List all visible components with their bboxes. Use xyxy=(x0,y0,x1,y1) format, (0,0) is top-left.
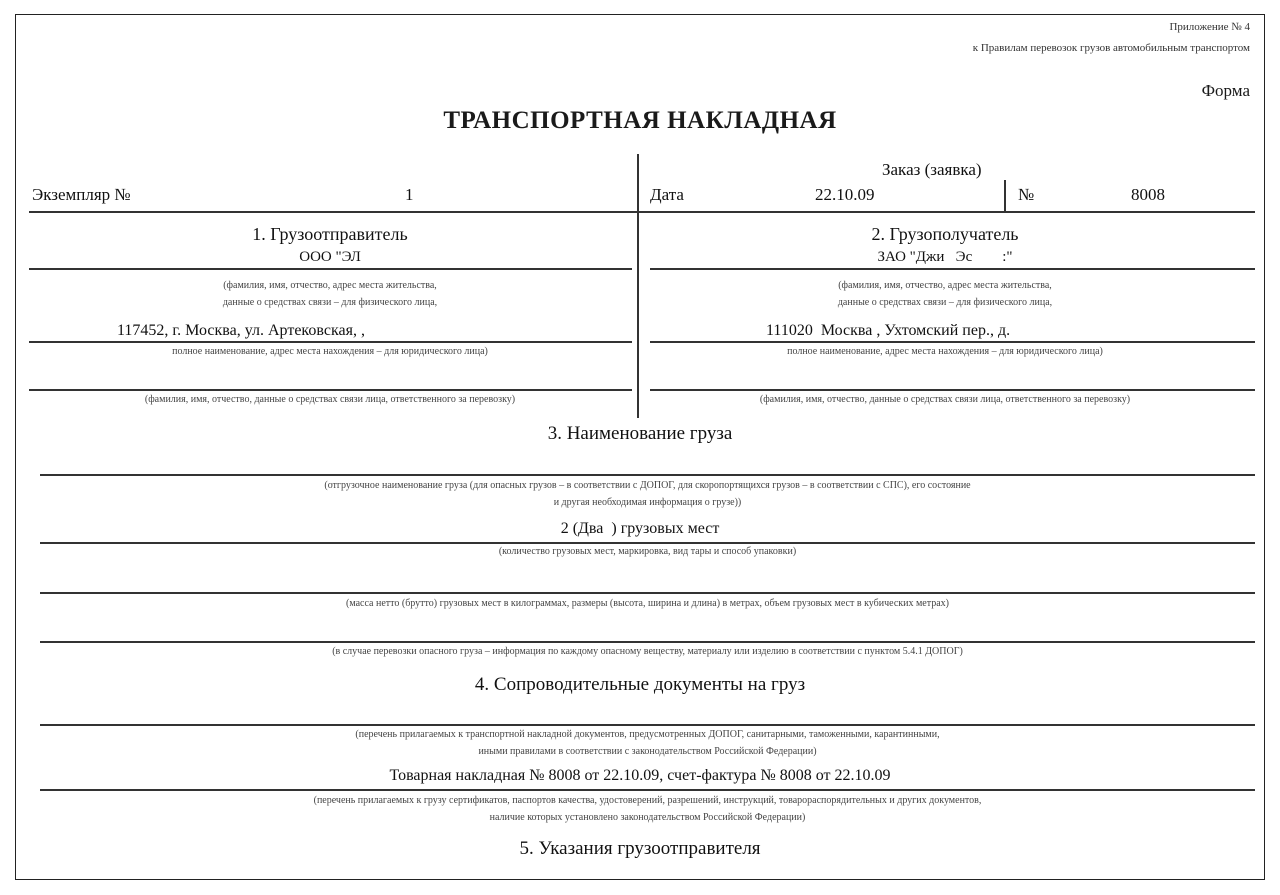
shipper-hint-person-2: данные о средствах связи – для физического лица, xyxy=(222,297,438,308)
order-date-label: Дата xyxy=(650,185,684,204)
cargo-dangerous-line xyxy=(40,641,1255,643)
cargo-hint-places: (количество грузовых мест, маркировка, вид тары и способ упаковки) xyxy=(498,546,797,557)
shipper-responsible-line xyxy=(29,389,632,391)
order-date-value: 22.10.09 xyxy=(815,185,875,204)
cargo-places: 2 (Два ) грузовых мест xyxy=(560,520,720,537)
shipper-name-line xyxy=(29,268,632,270)
documents-hint-list-1: (перечень прилагаемых к транспортной накладной документов, предусмотренных ДОПОГ, санитарными, таможенными, карантинными, xyxy=(355,729,940,740)
documents-hint-certs-2: наличие которых установлено законодательством Российской Федерации) xyxy=(489,812,806,823)
consignee-hint-person-1: (фамилия, имя, отчество, адрес места жительства, xyxy=(838,280,1052,291)
order-number-divider xyxy=(1004,180,1006,212)
cargo-hint-name-2: и другая необходимая информация о грузе)) xyxy=(553,497,742,508)
appendix-line-1: Приложение № 4 xyxy=(1169,21,1250,33)
cargo-heading: 3. Наименование груза xyxy=(547,423,733,444)
consignee-hint-person-2: данные о средствах связи – для физического лица, xyxy=(837,297,1053,308)
consignee-hint-responsible: (фамилия, имя, отчество, данные о средствах связи лица, ответственного за перевозку) xyxy=(759,394,1131,405)
order-heading: Заказ (заявка) xyxy=(882,160,982,179)
consignee-heading: 2. Грузополучатель xyxy=(871,224,1019,244)
shipper-name: ООО "ЭЛ xyxy=(299,249,361,265)
cargo-mass-line xyxy=(40,592,1255,594)
documents-hint-list-2: иными правилами в соответствии с законодательством Российской Федерации) xyxy=(478,746,817,757)
form-label: Форма xyxy=(1201,81,1250,100)
instructions-heading: 5. Указания грузоотправителя xyxy=(519,838,761,859)
shipper-hint-person-1: (фамилия, имя, отчество, адрес места жительства, xyxy=(223,280,437,291)
cargo-hint-name-1: (отгрузочное наименование груза (для опасных грузов – в соответствии с ДОПОГ, для скоропортящихся грузов – в соответствии с СПС), его состояние xyxy=(324,480,971,491)
documents-value: Товарная накладная № 8008 от 22.10.09, счет-фактура № 8008 от 22.10.09 xyxy=(389,767,891,784)
copy-value: 1 xyxy=(405,185,414,204)
documents-hint-certs-1: (перечень прилагаемых к грузу сертификатов, паспортов качества, удостоверений, разрешений, инструкций, товарораспорядительных и других документов, xyxy=(313,795,982,806)
shipper-address-line xyxy=(29,341,632,343)
appendix-line-2: к Правилам перевозок грузов автомобильным транспортом xyxy=(972,42,1250,54)
order-number-value: 8008 xyxy=(1131,185,1165,204)
consignee-responsible-line xyxy=(650,389,1255,391)
order-number-label: № xyxy=(1018,185,1035,204)
consignee-address-line xyxy=(650,341,1255,343)
shipper-hint-legal: полное наименование, адрес места нахождения – для юридического лица) xyxy=(172,346,488,357)
consignee-address: 111020 Москва , Ухтомский пер., д. xyxy=(766,322,1011,339)
shipper-heading: 1. Грузоотправитель xyxy=(252,224,408,244)
documents-list-line xyxy=(40,724,1255,726)
cargo-name-line xyxy=(40,474,1255,476)
cargo-hint-dangerous: (в случае перевозки опасного груза – информация по каждому опасному веществу, материалу или изделию в соответствии с пунктом 5.4.1 ДОПОГ) xyxy=(332,646,963,657)
order-underline xyxy=(29,211,1255,213)
documents-heading: 4. Сопроводительные документы на груз xyxy=(474,674,806,695)
cargo-hint-mass: (масса нетто (брутто) грузовых мест в килограммах, размеры (высота, ширина и длина) в метрах, объем грузовых мест в кубических метрах) xyxy=(346,598,949,609)
documents-certs-line xyxy=(40,789,1255,791)
cargo-places-line xyxy=(40,542,1255,544)
document-title: ТРАНСПОРТНАЯ НАКЛАДНАЯ xyxy=(443,107,837,134)
copy-label: Экземпляр № xyxy=(32,185,131,204)
consignee-name-line xyxy=(650,268,1255,270)
shipper-hint-responsible: (фамилия, имя, отчество, данные о средствах связи лица, ответственного за перевозку) xyxy=(144,394,516,405)
shipper-address: 117452, г. Москва, ул. Артековская, , xyxy=(117,322,365,339)
consignee-hint-legal: полное наименование, адрес места нахождения – для юридического лица) xyxy=(787,346,1103,357)
column-divider xyxy=(637,154,639,418)
consignee-name: ЗАО "Джи Эс :" xyxy=(877,249,1013,265)
